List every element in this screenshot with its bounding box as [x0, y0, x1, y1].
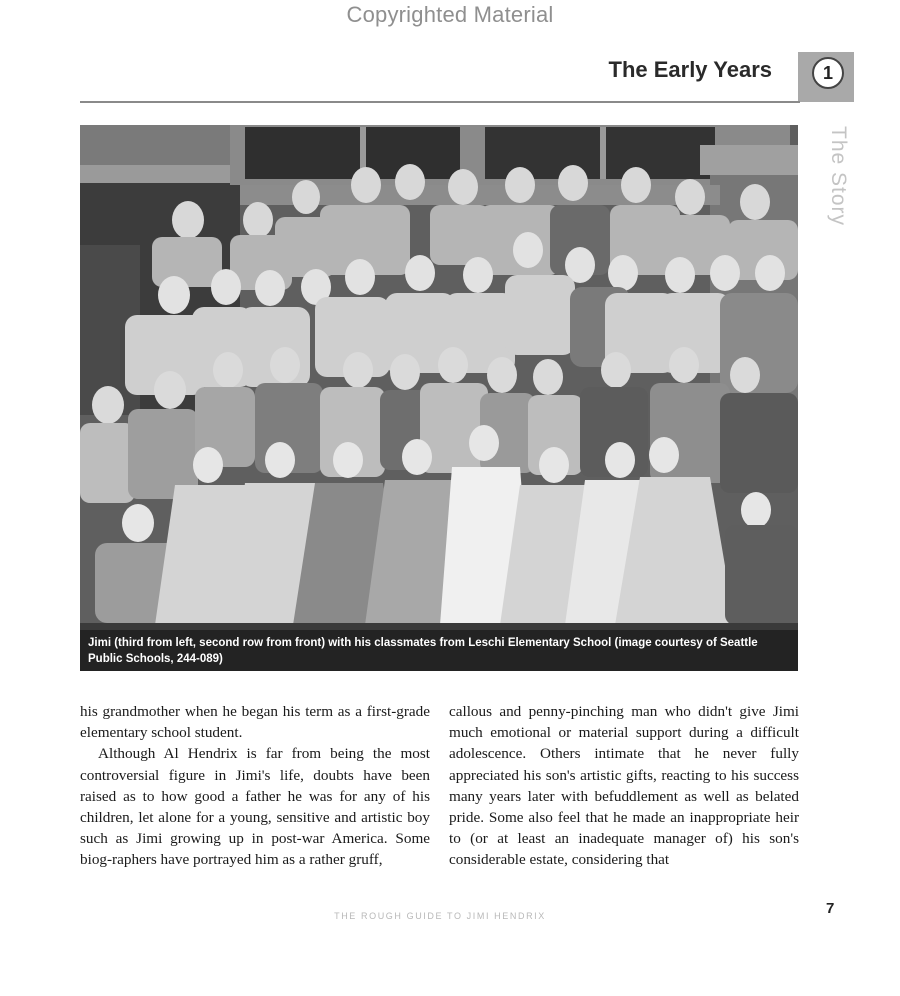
paragraph: callous and penny-pinching man who didn't give Jimi much emotional or material support during a difficult adolescence. Others intimate that he never fully appreciated his son's artistic gifts, reacting to his success many years later with befuddlement as well as belated pride. Some also feel that he made an inappropriate heir to (or at least an inadequate manager of) his son's considerable estate, considering that	[449, 703, 799, 869]
chapter-number-box	[798, 52, 854, 102]
running-footer-title: THE ROUGH GUIDE TO JIMI HENDRIX	[334, 911, 546, 921]
photo-caption: Jimi (third from left, second row from front) with his classmates from Leschi Elementary School (image courtesy of Seattle Public Schools, 244-089)	[80, 630, 798, 671]
copyright-watermark: Copyrighted Material	[346, 2, 554, 27]
body-column-right	[449, 701, 799, 871]
section-side-tab: The Story	[827, 126, 850, 227]
body-column-left	[80, 701, 430, 871]
header-rule	[80, 101, 800, 103]
chapter-title: The Early Years	[608, 57, 772, 82]
class-photo-illustration	[80, 125, 798, 630]
paragraph: Although Al Hendrix is far from being the most controversial figure in Jimi's life, doubts have been raised as to how good a father he was for any of his children, let alone for a young, sensitive and artistic boy such as Jimi growing up in post-war America. Some biog-raphers have portrayed him as a rather gruff,	[80, 745, 430, 869]
class-photo	[80, 125, 798, 630]
page-number: 7	[826, 900, 835, 917]
paragraph: his grandmother when he began his term as a first-grade elementary school student.	[80, 703, 430, 742]
chapter-number: 1	[812, 57, 844, 89]
